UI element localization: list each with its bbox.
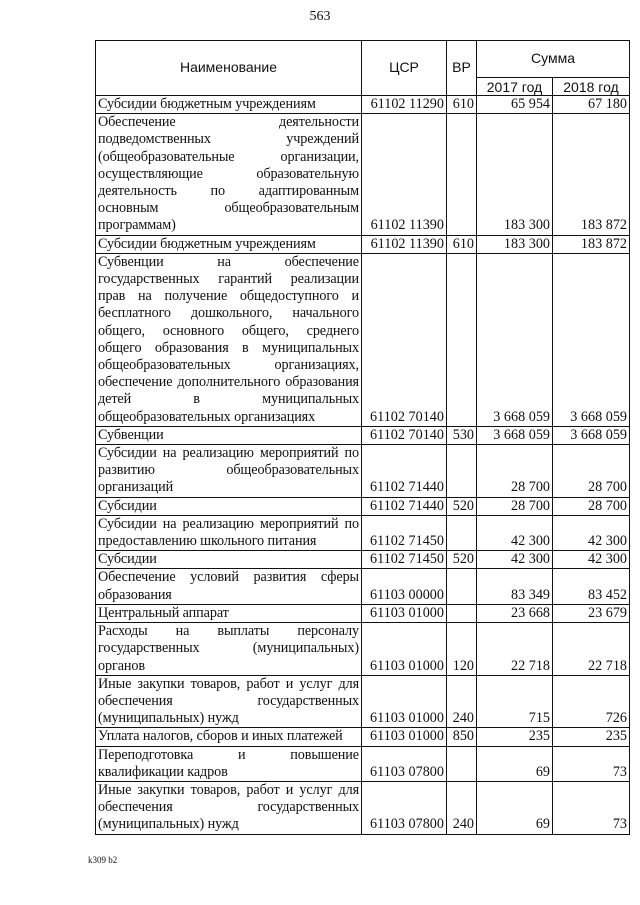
row-name-cell: Переподготовка и повышение квалификации кадров	[96, 746, 362, 781]
table-row	[96, 569, 630, 604]
row-csr-cell: 61103 07800	[362, 746, 447, 781]
table-row	[96, 515, 630, 550]
row-vr-cell: 610	[447, 235, 477, 253]
row-amount-2018-cell: 3 668 059	[553, 426, 630, 444]
row-name-cell: Обеспечение деятельности подведомственных учреждений (общеобразовательные организации, осуществляющие образовательную деятельность по адаптированным основным общеобразовательным программам)	[96, 114, 362, 235]
row-amount-2017-cell: 69	[477, 746, 553, 781]
row-amount-2017-cell: 3 668 059	[477, 253, 553, 426]
row-amount-2017-cell: 183 300	[477, 235, 553, 253]
row-amount-2017-cell: 235	[477, 728, 553, 746]
row-amount-2017-cell: 65 954	[477, 96, 553, 114]
header-year-2017: 2017 год	[477, 78, 553, 96]
row-vr-cell: 120	[447, 623, 477, 676]
row-name-cell: Обеспечение условий развития сферы образования	[96, 569, 362, 604]
table-row	[96, 623, 630, 676]
row-amount-2018-cell: 183 872	[553, 114, 630, 235]
row-name-cell: Субсидии бюджетным учреждениям	[96, 96, 362, 114]
row-amount-2017-cell: 28 700	[477, 497, 553, 515]
row-csr-cell: 61102 11290	[362, 96, 447, 114]
footer-code: k309 b2	[88, 855, 118, 865]
row-amount-2018-cell: 67 180	[553, 96, 630, 114]
row-vr-cell: 240	[447, 781, 477, 834]
table-row	[96, 675, 630, 728]
table-row	[96, 235, 630, 253]
row-name-cell: Субсидии	[96, 497, 362, 515]
header-csr: ЦСР	[362, 41, 447, 96]
row-amount-2017-cell: 23 668	[477, 604, 553, 622]
row-name-cell: Субсидии бюджетным учреждениям	[96, 235, 362, 253]
row-amount-2018-cell: 28 700	[553, 445, 630, 498]
row-amount-2017-cell: 22 718	[477, 623, 553, 676]
table-body	[96, 96, 630, 835]
row-name-cell: Центральный аппарат	[96, 604, 362, 622]
row-vr-cell	[447, 604, 477, 622]
header-year-2018: 2018 год	[553, 78, 630, 96]
table-row	[96, 781, 630, 834]
table-row	[96, 114, 630, 235]
header-sum: Сумма	[477, 41, 630, 78]
row-amount-2017-cell: 715	[477, 675, 553, 728]
row-csr-cell: 61103 01000	[362, 604, 447, 622]
row-amount-2018-cell: 42 300	[553, 551, 630, 569]
row-amount-2018-cell: 183 872	[553, 235, 630, 253]
table-row	[96, 746, 630, 781]
row-vr-cell: 240	[447, 675, 477, 728]
row-vr-cell: 850	[447, 728, 477, 746]
table-row	[96, 253, 630, 426]
row-vr-cell: 530	[447, 426, 477, 444]
row-name-cell: Субсидии на реализацию мероприятий по предоставлению школьного питания	[96, 515, 362, 550]
row-name-cell: Субвенции	[96, 426, 362, 444]
table-row	[96, 96, 630, 114]
row-amount-2018-cell: 28 700	[553, 497, 630, 515]
row-amount-2017-cell: 3 668 059	[477, 426, 553, 444]
row-vr-cell	[447, 515, 477, 550]
row-csr-cell: 61102 70140	[362, 426, 447, 444]
row-amount-2018-cell: 73	[553, 746, 630, 781]
row-name-cell: Субсидии	[96, 551, 362, 569]
header-vr: ВР	[447, 41, 477, 96]
row-csr-cell: 61103 07800	[362, 781, 447, 834]
row-vr-cell	[447, 569, 477, 604]
row-amount-2018-cell: 73	[553, 781, 630, 834]
table-row	[96, 497, 630, 515]
row-name-cell: Субсидии на реализацию мероприятий по развитию общеобразовательных организаций	[96, 445, 362, 498]
row-csr-cell: 61102 11390	[362, 114, 447, 235]
row-csr-cell: 61103 01000	[362, 623, 447, 676]
row-amount-2018-cell: 42 300	[553, 515, 630, 550]
row-csr-cell: 61102 71440	[362, 497, 447, 515]
row-csr-cell: 61102 70140	[362, 253, 447, 426]
row-vr-cell	[447, 253, 477, 426]
row-amount-2018-cell: 3 668 059	[553, 253, 630, 426]
row-csr-cell: 61103 00000	[362, 569, 447, 604]
row-vr-cell	[447, 746, 477, 781]
row-name-cell: Расходы на выплаты персоналу государственных (муниципальных) органов	[96, 623, 362, 676]
row-vr-cell	[447, 445, 477, 498]
row-vr-cell: 520	[447, 497, 477, 515]
budget-table	[95, 40, 630, 835]
row-amount-2018-cell: 83 452	[553, 569, 630, 604]
table-row	[96, 551, 630, 569]
row-vr-cell	[447, 114, 477, 235]
row-amount-2017-cell: 42 300	[477, 515, 553, 550]
row-amount-2018-cell: 235	[553, 728, 630, 746]
row-amount-2017-cell: 183 300	[477, 114, 553, 235]
table-row	[96, 604, 630, 622]
row-csr-cell: 61102 71450	[362, 551, 447, 569]
row-name-cell: Субвенции на обеспечение государственных гарантий реализации прав на получение общедоступного и бесплатного дошкольного, начального общего, основного общего, среднего общего образования в муниципальных общеобразовательных организациях, обеспечение дополнительного образования детей в муниципальных общеобразовательных организациях	[96, 253, 362, 426]
table-row	[96, 426, 630, 444]
row-vr-cell: 610	[447, 96, 477, 114]
row-amount-2018-cell: 22 718	[553, 623, 630, 676]
row-vr-cell: 520	[447, 551, 477, 569]
page-number: 563	[309, 9, 331, 24]
table-row	[96, 445, 630, 498]
row-amount-2018-cell: 726	[553, 675, 630, 728]
header-name: Наименование	[96, 41, 362, 96]
table-row	[96, 728, 630, 746]
row-amount-2017-cell: 42 300	[477, 551, 553, 569]
row-csr-cell: 61102 71450	[362, 515, 447, 550]
row-amount-2017-cell: 83 349	[477, 569, 553, 604]
row-amount-2017-cell: 28 700	[477, 445, 553, 498]
row-csr-cell: 61102 11390	[362, 235, 447, 253]
row-amount-2017-cell: 69	[477, 781, 553, 834]
row-name-cell: Иные закупки товаров, работ и услуг для обеспечения государственных (муниципальных) нужд	[96, 675, 362, 728]
row-csr-cell: 61102 71440	[362, 445, 447, 498]
row-name-cell: Иные закупки товаров, работ и услуг для обеспечения государственных (муниципальных) нужд	[96, 781, 362, 834]
row-csr-cell: 61103 01000	[362, 675, 447, 728]
row-amount-2018-cell: 23 679	[553, 604, 630, 622]
row-name-cell: Уплата налогов, сборов и иных платежей	[96, 728, 362, 746]
row-csr-cell: 61103 01000	[362, 728, 447, 746]
